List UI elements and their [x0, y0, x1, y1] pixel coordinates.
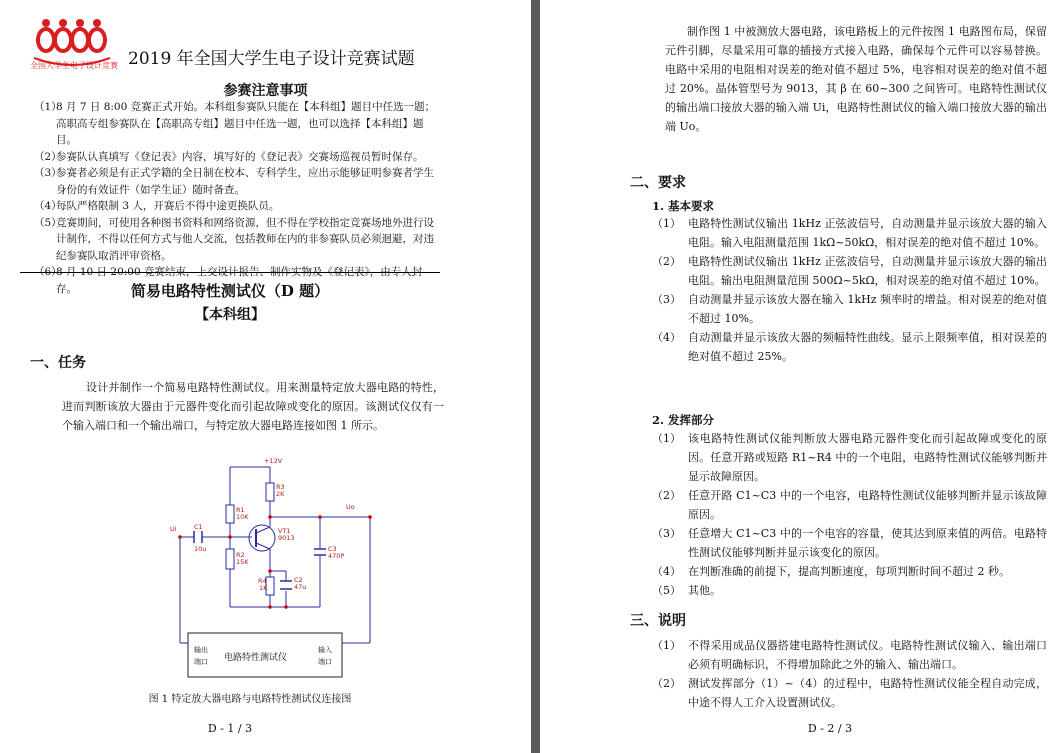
note-item — [652, 636, 1047, 674]
requirement-item — [652, 252, 1047, 290]
amplifier-circuit-diagram — [160, 455, 400, 687]
basic-requirements-title: 1. 基本要求 — [652, 199, 715, 213]
c2-value: 47u — [294, 583, 307, 591]
item-num: （2） — [652, 489, 681, 502]
resistor-r2 — [226, 549, 234, 569]
section-title-requirements: 二、要求 — [630, 175, 686, 191]
notice-item — [34, 99, 442, 149]
note-item — [652, 674, 1047, 712]
notice-title: 参赛注意事项 — [223, 83, 308, 99]
transistor-vt1 — [249, 525, 275, 551]
problem-title: 简易电路特性测试仪（D 题） — [130, 282, 330, 300]
notes-list — [652, 636, 1047, 712]
notice-list — [34, 99, 442, 297]
r3-label: R3 — [276, 483, 285, 491]
contest-title: 2019 年全国大学生电子设计竞赛试题 — [128, 49, 415, 69]
vt1-value: 9013 — [278, 534, 295, 542]
notice-num: （6） — [34, 266, 62, 278]
item-num: （2） — [652, 255, 681, 268]
r1-value: 10K — [236, 513, 249, 521]
resistor-r3 — [266, 483, 274, 501]
notice-item — [34, 215, 442, 265]
notice-text: 参赛者必须是有正式学籍的全日制在校本、专科学生，应出示能够证明参赛者学生身份的有效证件（如学生证）随时备查。 — [56, 167, 434, 196]
item-num: （5） — [652, 584, 681, 597]
basic-requirements-list — [652, 214, 1047, 366]
requirement-item — [652, 214, 1047, 252]
item-text: 测试发挥部分（1）~（4）的过程中，电路特性测试仪能全程自动完成，中途不得人工介入设置测试仪。 — [688, 677, 1047, 709]
extra-item — [652, 524, 1047, 562]
vcc-label: +12V — [264, 457, 283, 465]
requirement-item — [652, 290, 1047, 328]
notice-text: 每队严格限制 3 人，开赛后不得中途更换队员。 — [56, 200, 280, 212]
notice-item — [34, 149, 442, 166]
intro-paragraph: 制作图 1 中被测放大器电路，该电路板上的元件按图 1 电路图布局，保留元件引脚，尽量采用可靠的插接方式接入电路，确保每个元件可以容易替换。电路中采用的电阻相对误差的绝对值不超过 5%，电容相对误差的绝对值不超过 20%。晶体管型号为 9013，其 β 在 60~300 之间皆可。电路特性测试仪的输出端口接放大器的输入端 Ui，电路特性测试仪的输入端口接放大器的输出端 Uo。 — [665, 25, 1047, 133]
item-text: 在判断准确的前提下，提高判断速度，每项判断时间不超过 2 秒。 — [688, 565, 1010, 578]
r1-label: R1 — [236, 506, 245, 514]
r3-value: 2K — [276, 490, 285, 498]
item-text: 不得采用成品仪器搭建电路特性测试仪。电路特性测试仪输入、输出端口必须有明确标识，不得增加除此之外的输入、输出端口。 — [688, 639, 1047, 671]
r4-value: 1K — [259, 584, 268, 592]
item-text: 自动测量并显示该放大器的频幅特性曲线。显示上限频率值，相对误差的绝对值不超过 25%。 — [688, 331, 1047, 363]
item-text: 该电路特性测试仪能判断放大器电路元器件变化而引起故障或变化的原因。任意开路或短路 R1~R4 中的一个电阻，电路特性测试仪能够判断并显示故障原因。 — [688, 432, 1047, 483]
figure-caption: 图 1 特定放大器电路与电路特性测试仪连接图 — [148, 694, 352, 705]
notice-num: （3） — [34, 167, 62, 179]
circuit-nodes — [178, 515, 372, 609]
requirement-item — [652, 328, 1047, 366]
extra-item — [652, 429, 1047, 486]
item-text: 任意增大 C1~C3 中的一个电容的容量，使其达到原来值的两倍。电路特性测试仪能够判断并显示该变化的原因。 — [688, 527, 1047, 559]
c3-label: C3 — [328, 545, 337, 553]
tester-output-port-label: 输出 — [194, 646, 208, 654]
notice-num: （1） — [34, 101, 62, 113]
notice-text: 竞赛期间，可使用各种图书资料和网络资源，但不得在学校指定竞赛场地外进行设计制作，不得以任何方式与他人交流，包括教师在内的非参赛队员必须迴避，对违纪参赛队取消评审资格。 — [56, 216, 434, 262]
item-text: 电路特性测试仪输出 1kHz 正弦波信号，自动测量并显示该放大器的输出电阻。输出电阻测量范围 500Ω~5kΩ，相对误差的绝对值不超过 10%。 — [688, 255, 1047, 287]
item-text: 自动测量并显示该放大器在输入 1kHz 频率时的增益。相对误差的绝对值不超过 10%。 — [688, 293, 1047, 325]
task-paragraph: 设计并制作一个简易电路特性测试仪。用来测量特定放大器电路的特性，进而判断该放大器由于元器件变化而引起故障或变化的原因。该测试仪仅有一个输入端口和一个输出端口，与特定放大器电路连接如图 1 所示。 — [62, 381, 444, 432]
item-text: 任意开路 C1~C3 中的一个电容，电路特性测试仪能够判断并显示该故障原因。 — [688, 489, 1047, 521]
tester-input-port-label-2: 端口 — [318, 658, 332, 666]
tester-output-port-label-2: 端口 — [194, 658, 208, 666]
item-num: （1） — [652, 432, 681, 445]
extra-item — [652, 486, 1047, 524]
r2-label: R2 — [236, 551, 245, 559]
vt1-label: VT1 — [278, 527, 291, 535]
section-title-notes: 三、说明 — [630, 613, 686, 629]
c2-label: C2 — [294, 576, 303, 584]
tester-input-port-label: 输入 — [318, 646, 332, 654]
item-num: （4） — [652, 331, 681, 344]
contest-logo — [24, 14, 120, 78]
c3-value: 470P — [328, 552, 345, 560]
item-num: （4） — [652, 565, 681, 578]
page-footer: D - 1 / 3 — [207, 722, 253, 735]
item-num: （2） — [652, 677, 681, 690]
extra-part-list — [652, 429, 1047, 600]
extra-item — [652, 581, 1047, 600]
capacitor-c3 — [314, 549, 326, 555]
notice-text: 8 月 7 日 8:00 竞赛正式开始。本科组参赛队只能在【本科组】题目中任选一题；高职高专组参赛队在【高职高专组】题目中任选一题，也可以选择【本科组】题目。 — [56, 101, 436, 146]
extra-item — [652, 562, 1047, 581]
extra-part-title: 2. 发挥部分 — [652, 413, 715, 427]
item-num: （1） — [652, 639, 681, 652]
capacitor-c1 — [194, 531, 202, 543]
item-num: （3） — [652, 527, 681, 540]
c1-label: C1 — [194, 523, 203, 531]
section-title-task: 一、任务 — [30, 355, 86, 371]
notice-text: 8 月 10 日 20:00 竞赛结束，上交设计报告、制作实物及《登记表》，由专人封存。 — [56, 266, 423, 295]
tester-label: 电路特性测试仪 — [224, 653, 288, 663]
notice-text: 参赛队认真填写《登记表》内容，填写好的《登记表》交赛场巡视员暂时保存。 — [56, 150, 424, 163]
divider — [20, 272, 440, 273]
ui-label: Ui — [170, 525, 177, 533]
resistor-r1 — [226, 505, 234, 523]
item-num: （1） — [652, 217, 681, 230]
document-page-2 — [540, 0, 1057, 753]
group-label: 【本科组】 — [195, 307, 265, 323]
notice-item — [34, 165, 442, 198]
c1-value: 10u — [194, 545, 207, 553]
logo-text: 全国大学生电子设计竞赛 — [30, 61, 118, 70]
notice-num: （4） — [34, 200, 62, 212]
page-footer: D - 2 / 3 — [807, 722, 853, 735]
uo-label: Uo — [346, 503, 355, 511]
r2-value: 15K — [236, 558, 249, 566]
notice-num: （2） — [34, 150, 62, 163]
notice-num: （5） — [34, 216, 62, 229]
notice-item — [34, 198, 442, 215]
item-text: 其他。 — [688, 584, 721, 597]
item-num: （3） — [652, 293, 681, 306]
r4-label: R4 — [258, 577, 267, 585]
item-text: 电路特性测试仪输出 1kHz 正弦波信号，自动测量并显示该放大器的输入电阻。输入电阻测量范围 1kΩ~50kΩ，相对误差的绝对值不超过 10%。 — [688, 217, 1047, 249]
capacitor-c2 — [280, 581, 292, 589]
